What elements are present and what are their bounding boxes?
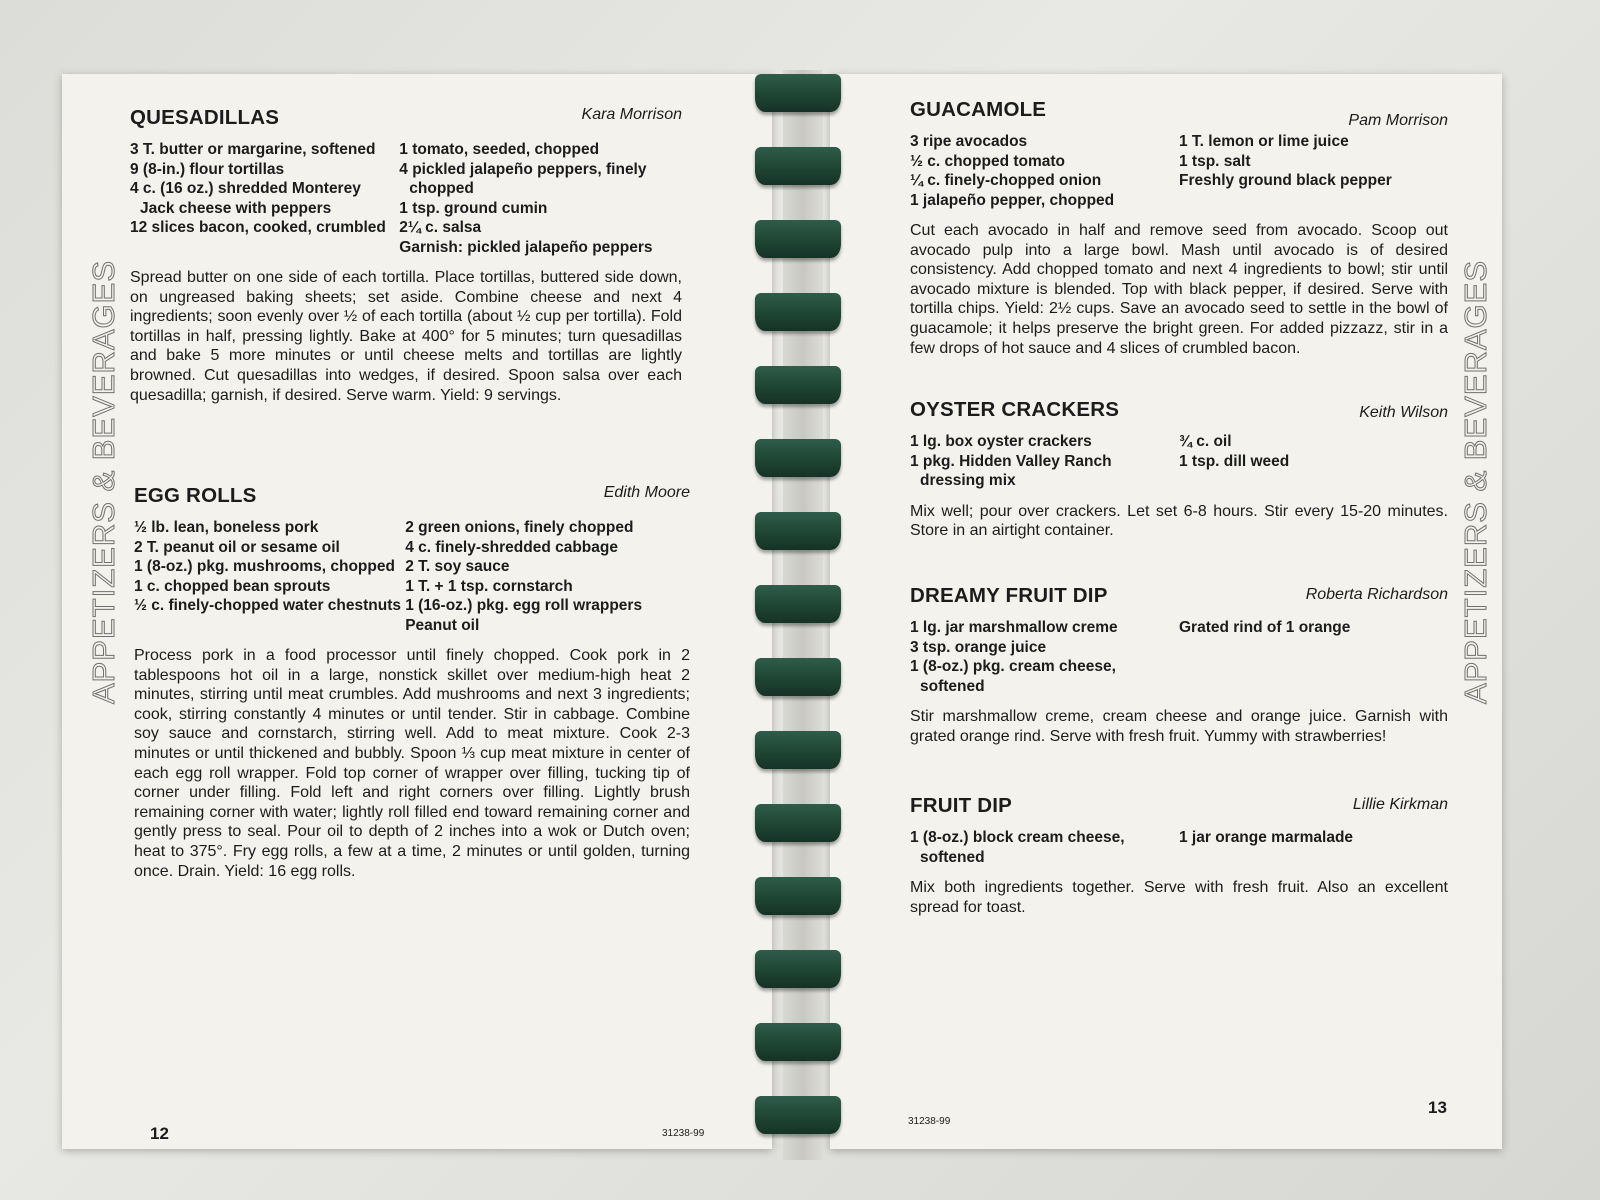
ingredient: 1 lg. jar marshmallow creme	[910, 619, 1118, 636]
binding-coil	[755, 439, 841, 477]
recipe-instructions: Spread butter on one side of each tortilla. Place tortillas, buttered side down, on ungreased baking sheets; set aside. Combine cheese and next 4 ingredients; soon evenly over ½ of each tortilla (about ½ cup per tortilla). Fold tortillas in half, pressing lightly. Bake at 400° for 5 minutes; turn quesadillas and bake 5 more minutes or until cheese melts and tortillas are lightly browned. Cut quesadillas into wedges, if desired. Spoon salsa over each quesadilla; garnish, if desired. Serve warm. Yield: 9 servings.	[130, 269, 682, 404]
recipe-author: Kara Morrison	[581, 106, 682, 123]
ingredient: Garnish: pickled jalapeño peppers	[399, 238, 653, 256]
recipe-title: OYSTER CRACKERS	[910, 398, 1120, 421]
recipe-dreamy-fruit-dip	[910, 584, 1448, 746]
ingredient-list	[130, 140, 682, 257]
binding-coil	[755, 658, 841, 696]
ingredient-list	[910, 828, 1448, 867]
ingredient: 1 jar orange marmalade	[1179, 829, 1354, 846]
recipe-title: FRUIT DIP	[910, 794, 1013, 817]
page-code: 31238-99	[662, 1128, 705, 1139]
recipe-quesadillas	[130, 106, 682, 405]
recipe-author: Keith Wilson	[1359, 404, 1448, 421]
recipe-title: EGG ROLLS	[134, 484, 257, 507]
binding-coil	[755, 804, 841, 842]
binding-coil	[755, 220, 841, 258]
recipe-guacamole	[910, 98, 1448, 358]
section-side-label: APPETIZERS & BEVERAGES	[86, 259, 121, 705]
ingredient: 1 (8-oz.) block cream cheese, softened	[910, 829, 1125, 866]
ingredient: 3 ripe avocados	[910, 133, 1028, 150]
ingredient: 1 T. lemon or lime juice	[1179, 133, 1349, 150]
binding-coil	[755, 950, 841, 988]
recipe-fruit-dip	[910, 794, 1448, 917]
binding-coil	[755, 731, 841, 769]
ingredient: 1 tsp. dill weed	[1179, 452, 1290, 470]
ingredient: 2 T. soy sauce	[405, 558, 510, 575]
ingredient: 1 (8-oz.) pkg. cream cheese, softened	[910, 658, 1116, 695]
ingredient: 1 T. + 1 tsp. cornstarch	[405, 577, 573, 595]
ingredient: Peanut oil	[405, 616, 480, 634]
ingredient: 1 tsp. salt	[1179, 152, 1251, 170]
ingredient: 1 (16-oz.) pkg. egg roll wrappers	[405, 597, 643, 614]
ingredient: 4 c. finely-shredded cabbage	[405, 538, 618, 556]
ingredient: 1 c. chopped bean sprouts	[134, 577, 331, 595]
recipe-title: QUESADILLAS	[130, 106, 280, 129]
recipe-instructions: Process pork in a food processor until finely chopped. Cook pork in 2 tablespoons hot oil in a large, nonstick skillet over medium-high heat 2 minutes, stirring until meat crumbles. Add mushrooms and next 3 ingredients; cook, stirring constantly 4 minutes or until tender. Stir in cabbage. Combine soy sauce and cornstarch, stirring well. Add to meat mixture. Cook 2-3 minutes or until thickened and bubbly. Spoon ⅓ cup meat mixture in center of each egg roll wrapper. Fold top corner of wrapper over filling, tucking tip of corner under filling. Fold left and right corners over filling. Lightly brush remaining corner with water; lightly roll filled end toward remaining corner and gently press to seal. Pour oil to depth of 2 inches into a wok or Dutch oven; heat to 375°. Fry egg rolls, a few at a time, 2 minutes or until golden, turning once. Drain. Yield: 16 egg rolls.	[134, 647, 690, 880]
ingredient: 1 lg. box oyster crackers	[910, 433, 1092, 450]
right-page	[830, 74, 1502, 1149]
ingredient: ¼ c. finely-chopped onion	[910, 172, 1102, 189]
ingredient: 4 pickled jalapeño peppers, finely chopped	[399, 160, 647, 197]
binding-coil	[755, 1023, 841, 1061]
binding-coil	[755, 147, 841, 185]
binding-coil	[755, 1096, 841, 1134]
ingredient: ½ c. finely-chopped water chestnuts	[134, 597, 402, 614]
ingredient: 1 jalapeño pepper, chopped	[910, 191, 1115, 209]
recipe-egg-rolls	[134, 484, 690, 881]
recipe-author: Roberta Richardson	[1305, 586, 1448, 603]
page-code: 31238-99	[908, 1116, 951, 1127]
ingredient: 1 tomato, seeded, chopped	[399, 141, 600, 158]
binding-coil	[755, 293, 841, 331]
page-number: 13	[1428, 1098, 1447, 1117]
recipe-instructions: Mix both ingredients together. Serve with fresh fruit. Also an excellent spread for toast.	[910, 879, 1448, 916]
ingredient: 1 (8-oz.) pkg. mushrooms, chopped	[134, 558, 395, 575]
ingredient: 3 T. butter or margarine, softened	[130, 141, 376, 158]
recipe-author: Lillie Kirkman	[1352, 796, 1448, 813]
page-number: 12	[150, 1124, 169, 1143]
ingredient: 2 green onions, finely chopped	[405, 519, 634, 536]
ingredient: Grated rind of 1 orange	[1179, 619, 1351, 636]
ingredient-list	[910, 132, 1448, 210]
ingredient: 1 pkg. Hidden Valley Ranch dressing mix	[910, 452, 1112, 489]
binding-coil	[755, 877, 841, 915]
ingredient: ½ lb. lean, boneless pork	[134, 519, 319, 536]
ingredient: ¾ c. oil	[1179, 433, 1232, 450]
ingredient: 1 tsp. ground cumin	[399, 199, 548, 217]
recipe-title: GUACAMOLE	[910, 98, 1047, 121]
ingredient: 4 c. (16 oz.) shredded Monterey Jack cheese with peppers	[130, 180, 361, 217]
recipe-oyster-crackers	[910, 398, 1448, 541]
ingredient-list	[910, 618, 1448, 696]
recipe-instructions: Stir marshmallow creme, cream cheese and orange juice. Garnish with grated orange rind. Serve with fresh fruit. Yummy with strawberries!	[910, 708, 1448, 745]
ingredient-list	[134, 518, 690, 635]
recipe-author: Pam Morrison	[1348, 112, 1448, 129]
ingredient: 2¼ c. salsa	[399, 219, 482, 236]
ingredient: ½ c. chopped tomato	[910, 152, 1066, 170]
recipe-instructions: Cut each avocado in half and remove seed from avocado. Scoop out avocado pulp into a large bowl. Mash until avocado is of desired consistency. Add chopped tomato and next 4 ingredients to bowl; stir until avocado mixture is blended. Top with black pepper, if desired. Serve with tortilla chips. Yield: 2½ cups. Save an avocado seed to settle in the bowl of guacamole; it helps preserve the bright green. For added pizzazz, stir in a few drops of hot sauce and 4 slices of crumbled bacon.	[910, 222, 1448, 357]
binding-coil	[755, 366, 841, 404]
ingredient: 12 slices bacon, cooked, crumbled	[130, 219, 386, 236]
left-page	[62, 74, 772, 1149]
recipe-title: DREAMY FRUIT DIP	[910, 584, 1108, 607]
binding-coil	[755, 74, 841, 112]
ingredient: 2 T. peanut oil or sesame oil	[134, 538, 340, 556]
ingredient: 9 (8-in.) flour tortillas	[130, 160, 285, 178]
recipe-author: Edith Moore	[603, 484, 690, 501]
ingredient: Freshly ground black pepper	[1179, 172, 1392, 189]
binding-coil	[755, 585, 841, 623]
section-side-label: APPETIZERS & BEVERAGES	[1458, 259, 1493, 705]
ingredient: 3 tsp. orange juice	[910, 638, 1047, 656]
binding-coil	[755, 512, 841, 550]
ingredient-list	[910, 432, 1448, 491]
recipe-instructions: Mix well; pour over crackers. Let set 6-8 hours. Stir every 15-20 minutes. Store in an airtight container.	[910, 502, 1448, 540]
